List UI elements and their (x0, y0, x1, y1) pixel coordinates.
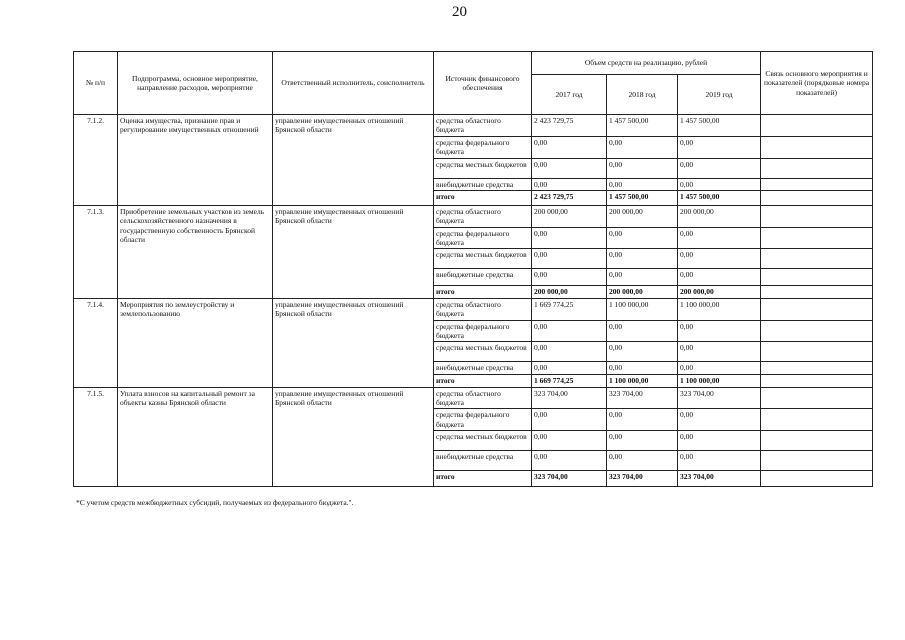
indicator-link (761, 471, 873, 487)
table-row (74, 387, 873, 409)
indicator-link (761, 190, 873, 205)
total-label: итого (434, 190, 532, 205)
measure-name: Оценка имущества, признание прав и регулирование имущественных отношений (118, 115, 273, 206)
indicator-link (761, 269, 873, 286)
amount-2018: 0,00 (607, 320, 678, 342)
amount-2019: 1 457 500,00 (678, 190, 761, 205)
header-year-2019: 2019 год (678, 75, 761, 115)
funding-source: средства федерального бюджета (434, 320, 532, 342)
amount-2018: 1 457 500,00 (607, 190, 678, 205)
amount-2019: 323 704,00 (678, 471, 761, 487)
footnote: *С учетом средств межбюджетных субсидий, получаемых из федерального бюджета.". (76, 498, 354, 507)
amount-2018: 0,00 (607, 342, 678, 362)
amount-2019: 0,00 (678, 158, 761, 178)
indicator-link (761, 158, 873, 178)
amount-2019: 0,00 (678, 227, 761, 249)
amount-2019: 1 100 000,00 (678, 298, 761, 320)
indicator-link (761, 342, 873, 362)
amount-2018: 0,00 (607, 362, 678, 375)
total-label: итого (434, 286, 532, 298)
amount-2017: 323 704,00 (532, 387, 607, 409)
indicator-link (761, 375, 873, 387)
amount-2019: 0,00 (678, 320, 761, 342)
executor-name: управление имущественных отношений Брянской области (273, 115, 434, 206)
funding-source: средства местных бюджетов (434, 158, 532, 178)
page-number: 20 (452, 4, 467, 20)
amount-2018: 200 000,00 (607, 286, 678, 298)
row-number: 7.1.2. (74, 115, 118, 206)
amount-2019: 0,00 (678, 269, 761, 286)
header-subprogram: Подпрограмма, основное мероприятие, направление расходов, мероприятие (118, 52, 273, 115)
amount-2018: 0,00 (607, 227, 678, 249)
amount-2018: 0,00 (607, 178, 678, 190)
amount-2018: 0,00 (607, 249, 678, 269)
measure-name: Мероприятия по землеустройству и землепользованию (118, 298, 273, 387)
amount-2017: 1 669 774,25 (532, 298, 607, 320)
indicator-link (761, 249, 873, 269)
amount-2018: 323 704,00 (607, 471, 678, 487)
indicator-link (761, 298, 873, 320)
amount-2017: 0,00 (532, 362, 607, 375)
amount-2017: 0,00 (532, 342, 607, 362)
indicator-link (761, 409, 873, 431)
indicator-link (761, 205, 873, 227)
amount-2019: 0,00 (678, 136, 761, 158)
funding-source: средства областного бюджета (434, 387, 532, 409)
amount-2017: 2 423 729,75 (532, 115, 607, 137)
amount-2017: 0,00 (532, 269, 607, 286)
amount-2018: 1 100 000,00 (607, 375, 678, 387)
funding-source: средства местных бюджетов (434, 431, 532, 451)
executor-name: управление имущественных отношений Брянской области (273, 205, 434, 298)
funding-source: внебюджетные средства (434, 178, 532, 190)
amount-2018: 1 100 000,00 (607, 298, 678, 320)
indicator-link (761, 431, 873, 451)
funding-source: внебюджетные средства (434, 451, 532, 471)
funding-source: средства федерального бюджета (434, 227, 532, 249)
amount-2017: 1 669 774,25 (532, 375, 607, 387)
amount-2019: 1 457 500,00 (678, 115, 761, 137)
indicator-link (761, 286, 873, 298)
amount-2018: 0,00 (607, 158, 678, 178)
amount-2017: 0,00 (532, 178, 607, 190)
amount-2019: 1 100 000,00 (678, 375, 761, 387)
indicator-link (761, 115, 873, 137)
amount-2017: 0,00 (532, 136, 607, 158)
table-row (74, 205, 873, 227)
table-row (74, 298, 873, 320)
amount-2017: 0,00 (532, 451, 607, 471)
header-no: № п/п (74, 52, 118, 115)
indicator-link (761, 451, 873, 471)
header-year-2018: 2018 год (607, 75, 678, 115)
amount-2018: 200 000,00 (607, 205, 678, 227)
funding-source: средства областного бюджета (434, 205, 532, 227)
indicator-link (761, 320, 873, 342)
indicator-link (761, 178, 873, 190)
total-label: итого (434, 471, 532, 487)
amount-2019: 0,00 (678, 409, 761, 431)
amount-2017: 0,00 (532, 158, 607, 178)
executor-name: управление имущественных отношений Брянской области (273, 298, 434, 387)
row-number: 7.1.4. (74, 298, 118, 387)
funding-source: средства федерального бюджета (434, 136, 532, 158)
header-link: Связь основного мероприятия и показателей (порядковые номера показателей) (761, 52, 873, 115)
amount-2018: 0,00 (607, 269, 678, 286)
funding-source: внебюджетные средства (434, 362, 532, 375)
total-label: итого (434, 375, 532, 387)
indicator-link (761, 136, 873, 158)
table-row (74, 115, 873, 137)
amount-2017: 323 704,00 (532, 471, 607, 487)
funding-source: средства федерального бюджета (434, 409, 532, 431)
indicator-link (761, 362, 873, 375)
header-year-2017: 2017 год (532, 75, 607, 115)
measure-name: Приобретение земельных участков из земель сельскохозяйственного назначения в государственную собственность Брянской области (118, 205, 273, 298)
funding-source: внебюджетные средства (434, 269, 532, 286)
amount-2018: 0,00 (607, 136, 678, 158)
amount-2018: 1 457 500,00 (607, 115, 678, 137)
table-header (74, 52, 873, 115)
amount-2017: 200 000,00 (532, 205, 607, 227)
financing-table (73, 51, 873, 487)
executor-name: управление имущественных отношений Брянской области (273, 387, 434, 487)
amount-2017: 0,00 (532, 431, 607, 451)
amount-2019: 0,00 (678, 249, 761, 269)
header-volume: Объем средств на реализацию, рублей (532, 52, 761, 75)
header-source: Источник финансового обеспечения (434, 52, 532, 115)
amount-2017: 0,00 (532, 227, 607, 249)
table-body (74, 115, 873, 487)
amount-2017: 0,00 (532, 409, 607, 431)
amount-2019: 0,00 (678, 362, 761, 375)
amount-2019: 0,00 (678, 431, 761, 451)
row-number: 7.1.5. (74, 387, 118, 487)
header-executor: Ответственный исполнитель, соисполнитель (273, 52, 434, 115)
amount-2018: 0,00 (607, 451, 678, 471)
row-number: 7.1.3. (74, 205, 118, 298)
funding-source: средства областного бюджета (434, 115, 532, 137)
indicator-link (761, 227, 873, 249)
funding-source: средства местных бюджетов (434, 342, 532, 362)
amount-2019: 0,00 (678, 178, 761, 190)
funding-source: средства областного бюджета (434, 298, 532, 320)
measure-name: Уплата взносов на капитальный ремонт за объекты казны Брянской области (118, 387, 273, 487)
amount-2017: 0,00 (532, 320, 607, 342)
amount-2017: 2 423 729,75 (532, 190, 607, 205)
amount-2017: 0,00 (532, 249, 607, 269)
amount-2018: 0,00 (607, 431, 678, 451)
funding-source: средства местных бюджетов (434, 249, 532, 269)
amount-2018: 0,00 (607, 409, 678, 431)
amount-2017: 200 000,00 (532, 286, 607, 298)
amount-2019: 323 704,00 (678, 387, 761, 409)
amount-2019: 0,00 (678, 342, 761, 362)
amount-2018: 323 704,00 (607, 387, 678, 409)
amount-2019: 200 000,00 (678, 205, 761, 227)
amount-2019: 200 000,00 (678, 286, 761, 298)
indicator-link (761, 387, 873, 409)
amount-2019: 0,00 (678, 451, 761, 471)
